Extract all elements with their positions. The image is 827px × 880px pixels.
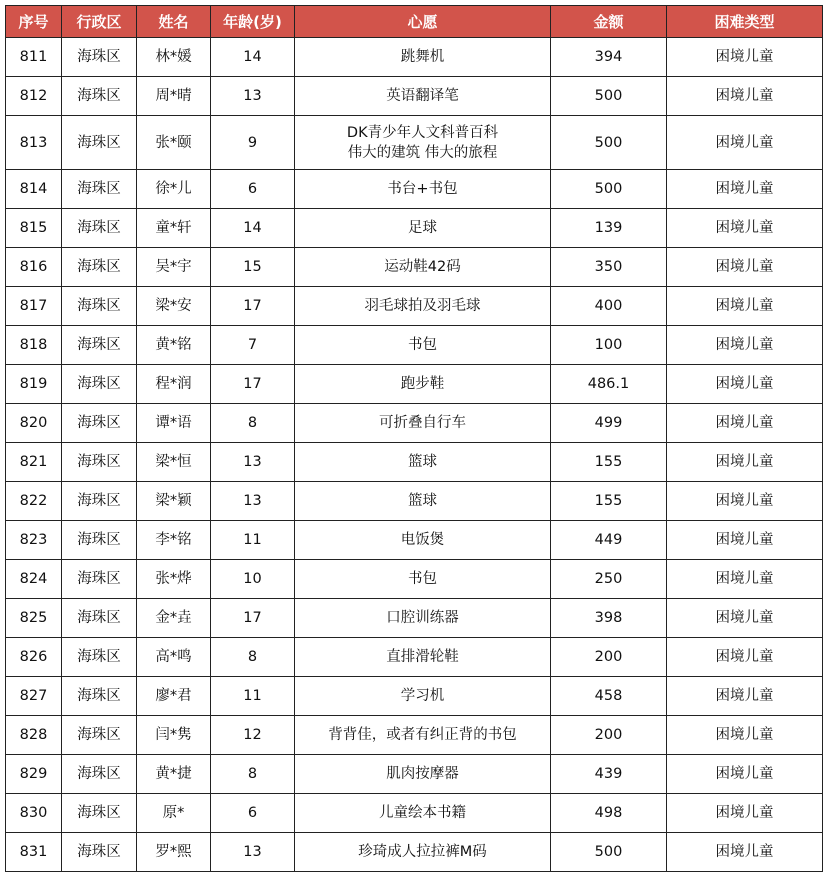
cell-name: 张*颐: [137, 116, 211, 170]
cell-age: 13: [211, 482, 295, 521]
cell-type: 困境儿童: [667, 599, 823, 638]
cell-amount: 500: [551, 170, 667, 209]
cell-wish: 运动鞋42码: [295, 248, 551, 287]
table-header: [6, 6, 823, 38]
cell-type: 困境儿童: [667, 326, 823, 365]
cell-id: 817: [6, 287, 62, 326]
cell-name: 黄*铭: [137, 326, 211, 365]
cell-district: 海珠区: [62, 521, 137, 560]
table-row: [6, 521, 823, 560]
cell-type: 困境儿童: [667, 833, 823, 872]
header-id: 序号: [6, 6, 62, 38]
cell-district: 海珠区: [62, 599, 137, 638]
table-row: [6, 677, 823, 716]
cell-type: 困境儿童: [667, 248, 823, 287]
cell-name: 廖*君: [137, 677, 211, 716]
table-row: [6, 326, 823, 365]
cell-wish: 口腔训练器: [295, 599, 551, 638]
cell-age: 12: [211, 716, 295, 755]
cell-id: 819: [6, 365, 62, 404]
cell-district: 海珠区: [62, 404, 137, 443]
table-row: [6, 599, 823, 638]
cell-type: 困境儿童: [667, 794, 823, 833]
cell-age: 8: [211, 638, 295, 677]
cell-district: 海珠区: [62, 482, 137, 521]
cell-id: 827: [6, 677, 62, 716]
cell-type: 困境儿童: [667, 521, 823, 560]
cell-type: 困境儿童: [667, 287, 823, 326]
cell-age: 13: [211, 77, 295, 116]
cell-name: 黄*捷: [137, 755, 211, 794]
table-row: [6, 170, 823, 209]
cell-name: 金*垚: [137, 599, 211, 638]
cell-amount: 155: [551, 482, 667, 521]
cell-wish: [295, 116, 551, 170]
cell-id: 829: [6, 755, 62, 794]
cell-id: 815: [6, 209, 62, 248]
cell-age: 17: [211, 365, 295, 404]
cell-id: 823: [6, 521, 62, 560]
cell-type: 困境儿童: [667, 170, 823, 209]
cell-type: 困境儿童: [667, 677, 823, 716]
cell-name: 原*: [137, 794, 211, 833]
cell-district: 海珠区: [62, 794, 137, 833]
cell-name: 梁*颖: [137, 482, 211, 521]
table-row: [6, 77, 823, 116]
table-row: [6, 116, 823, 170]
table-row: [6, 560, 823, 599]
cell-district: 海珠区: [62, 287, 137, 326]
cell-district: 海珠区: [62, 116, 137, 170]
cell-type: 困境儿童: [667, 638, 823, 677]
cell-id: 821: [6, 443, 62, 482]
cell-age: 8: [211, 755, 295, 794]
cell-id: 820: [6, 404, 62, 443]
cell-amount: 200: [551, 638, 667, 677]
cell-wish: 儿童绘本书籍: [295, 794, 551, 833]
cell-id: 831: [6, 833, 62, 872]
cell-district: 海珠区: [62, 833, 137, 872]
cell-district: 海珠区: [62, 38, 137, 77]
cell-type: 困境儿童: [667, 116, 823, 170]
header-name: 姓名: [137, 6, 211, 38]
cell-wish: 足球: [295, 209, 551, 248]
cell-district: 海珠区: [62, 638, 137, 677]
cell-id: 824: [6, 560, 62, 599]
cell-name: 徐*儿: [137, 170, 211, 209]
cell-wish: 可折叠自行车: [295, 404, 551, 443]
cell-district: 海珠区: [62, 560, 137, 599]
cell-id: 816: [6, 248, 62, 287]
header-amount: 金额: [551, 6, 667, 38]
cell-wish: 跳舞机: [295, 38, 551, 77]
cell-name: 周*晴: [137, 77, 211, 116]
header-district: 行政区: [62, 6, 137, 38]
cell-age: 14: [211, 209, 295, 248]
cell-name: 谭*语: [137, 404, 211, 443]
cell-amount: 439: [551, 755, 667, 794]
cell-wish: 珍琦成人拉拉裤M码: [295, 833, 551, 872]
header-type: 困难类型: [667, 6, 823, 38]
cell-age: 11: [211, 677, 295, 716]
cell-type: 困境儿童: [667, 443, 823, 482]
cell-amount: 398: [551, 599, 667, 638]
cell-wish: 书包: [295, 326, 551, 365]
cell-amount: 100: [551, 326, 667, 365]
cell-type: 困境儿童: [667, 38, 823, 77]
cell-name: 梁*安: [137, 287, 211, 326]
cell-id: 826: [6, 638, 62, 677]
cell-wish: 学习机: [295, 677, 551, 716]
table-row: [6, 794, 823, 833]
cell-age: 17: [211, 287, 295, 326]
wish-table: [5, 5, 823, 872]
cell-age: 7: [211, 326, 295, 365]
cell-wish-line1: DK青少年人文科普百科: [346, 124, 499, 141]
table-row: [6, 365, 823, 404]
cell-id: 811: [6, 38, 62, 77]
cell-id: 830: [6, 794, 62, 833]
cell-age: 11: [211, 521, 295, 560]
cell-type: 困境儿童: [667, 482, 823, 521]
table-row: [6, 443, 823, 482]
cell-id: 812: [6, 77, 62, 116]
cell-amount: 498: [551, 794, 667, 833]
cell-amount: 486.1: [551, 365, 667, 404]
cell-id: 825: [6, 599, 62, 638]
cell-id: 818: [6, 326, 62, 365]
cell-type: 困境儿童: [667, 365, 823, 404]
cell-name: 李*铭: [137, 521, 211, 560]
cell-amount: 500: [551, 833, 667, 872]
cell-name: 高*鸣: [137, 638, 211, 677]
cell-wish-line2: 伟大的建筑 伟大的旅程: [347, 144, 498, 161]
cell-amount: 250: [551, 560, 667, 599]
cell-age: 6: [211, 170, 295, 209]
cell-age: 6: [211, 794, 295, 833]
cell-amount: 394: [551, 38, 667, 77]
cell-name: 罗*熙: [137, 833, 211, 872]
cell-type: 困境儿童: [667, 209, 823, 248]
cell-type: 困境儿童: [667, 755, 823, 794]
table-row: [6, 638, 823, 677]
cell-amount: 499: [551, 404, 667, 443]
cell-district: 海珠区: [62, 716, 137, 755]
table-row: [6, 755, 823, 794]
cell-wish: 直排滑轮鞋: [295, 638, 551, 677]
header-wish: 心愿: [295, 6, 551, 38]
cell-name: 梁*恒: [137, 443, 211, 482]
cell-id: 813: [6, 116, 62, 170]
cell-type: 困境儿童: [667, 716, 823, 755]
cell-district: 海珠区: [62, 170, 137, 209]
cell-amount: 449: [551, 521, 667, 560]
cell-district: 海珠区: [62, 77, 137, 116]
cell-type: 困境儿童: [667, 404, 823, 443]
cell-wish: 电饭煲: [295, 521, 551, 560]
cell-amount: 350: [551, 248, 667, 287]
cell-type: 困境儿童: [667, 560, 823, 599]
cell-age: 13: [211, 833, 295, 872]
cell-amount: 500: [551, 116, 667, 170]
cell-name: 程*润: [137, 365, 211, 404]
cell-wish: 英语翻译笔: [295, 77, 551, 116]
cell-wish: 背背佳，或者有纠正背的书包: [295, 716, 551, 755]
cell-id: 814: [6, 170, 62, 209]
cell-age: 15: [211, 248, 295, 287]
table-row: [6, 38, 823, 77]
cell-age: 13: [211, 443, 295, 482]
cell-age: 10: [211, 560, 295, 599]
cell-amount: 155: [551, 443, 667, 482]
cell-amount: 458: [551, 677, 667, 716]
cell-id: 828: [6, 716, 62, 755]
cell-district: 海珠区: [62, 326, 137, 365]
cell-name: 林*媛: [137, 38, 211, 77]
cell-type: 困境儿童: [667, 77, 823, 116]
cell-wish: 肌肉按摩器: [295, 755, 551, 794]
cell-amount: 139: [551, 209, 667, 248]
cell-district: 海珠区: [62, 248, 137, 287]
cell-name: 闫*隽: [137, 716, 211, 755]
cell-wish: 羽毛球拍及羽毛球: [295, 287, 551, 326]
cell-age: 8: [211, 404, 295, 443]
cell-id: 822: [6, 482, 62, 521]
cell-amount: 500: [551, 77, 667, 116]
cell-district: 海珠区: [62, 209, 137, 248]
cell-age: 14: [211, 38, 295, 77]
table-body: [6, 38, 823, 872]
cell-district: 海珠区: [62, 677, 137, 716]
cell-wish: 篮球: [295, 482, 551, 521]
table-row: [6, 482, 823, 521]
table-row: [6, 716, 823, 755]
cell-name: 吴*宇: [137, 248, 211, 287]
cell-name: 童*轩: [137, 209, 211, 248]
cell-district: 海珠区: [62, 755, 137, 794]
cell-name: 张*烨: [137, 560, 211, 599]
table-row: [6, 404, 823, 443]
cell-amount: 400: [551, 287, 667, 326]
header-age: 年龄(岁): [211, 6, 295, 38]
table-row: [6, 209, 823, 248]
cell-amount: 200: [551, 716, 667, 755]
table-row: [6, 833, 823, 872]
table-row: [6, 287, 823, 326]
cell-wish: 篮球: [295, 443, 551, 482]
cell-district: 海珠区: [62, 443, 137, 482]
cell-district: 海珠区: [62, 365, 137, 404]
cell-age: 9: [211, 116, 295, 170]
cell-wish: 跑步鞋: [295, 365, 551, 404]
cell-wish: 书包: [295, 560, 551, 599]
table-row: [6, 248, 823, 287]
cell-age: 17: [211, 599, 295, 638]
cell-wish: 书台+书包: [295, 170, 551, 209]
